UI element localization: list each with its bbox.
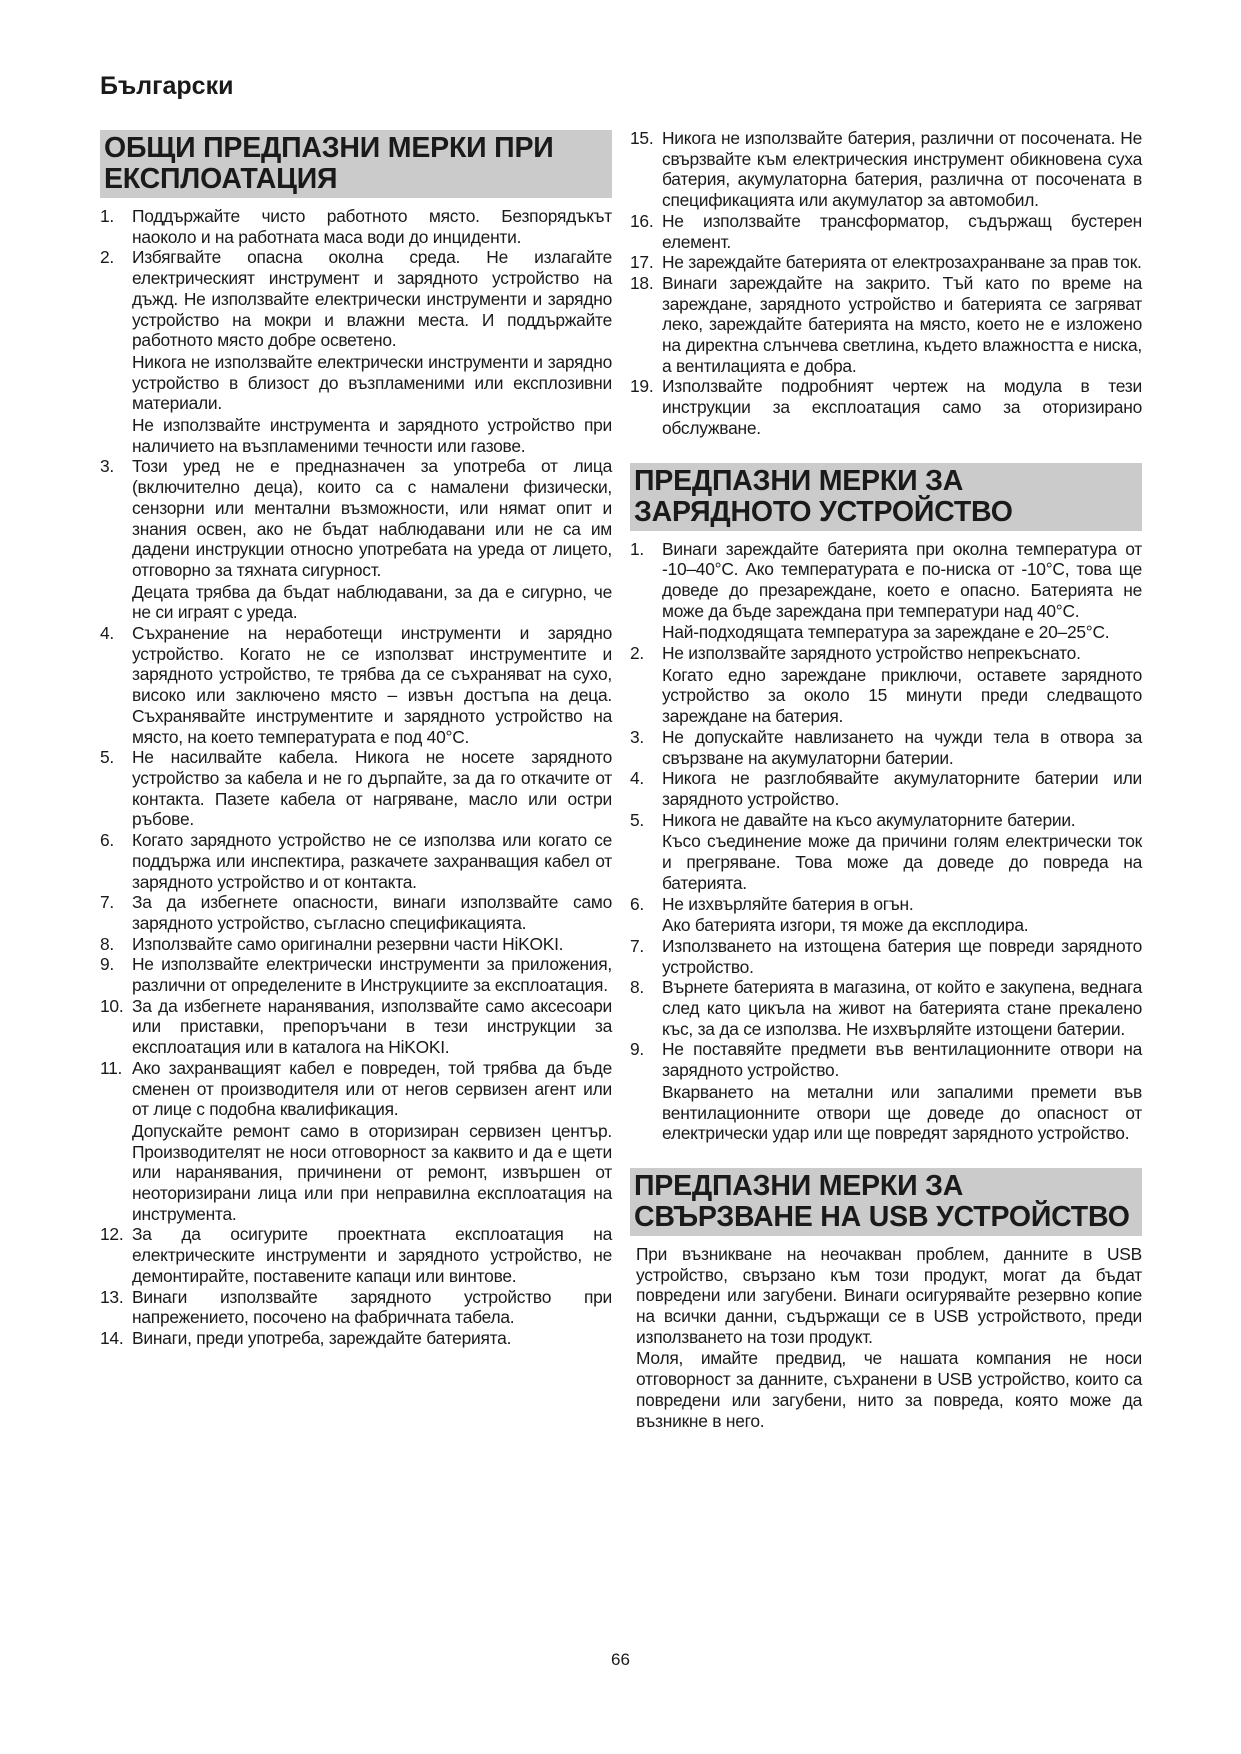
item-number: 18. — [630, 272, 654, 293]
item-body — [662, 211, 1142, 252]
item-body — [132, 747, 612, 830]
item-body — [662, 128, 1142, 211]
item-number: 1. — [100, 206, 115, 226]
item-body — [662, 936, 1142, 977]
section-heading-general — [100, 130, 612, 198]
item-body — [662, 643, 1142, 727]
item-paragraph: Съхранение на неработещи инструменти и зарядно устройство. Когато не се използват инструментите и зарядното устройство, те трябва да се съхраняват на сухо, високо или заключено място – извън достъпа на деца. Съхранявайте инструментите и зарядното устройство на място, на което температурата е под 40°C. — [132, 623, 612, 747]
item-body — [132, 206, 612, 247]
item-body — [132, 892, 612, 933]
page-number: 66 — [611, 1650, 630, 1669]
item-paragraph: Никога не използвайте електрически инструменти и зарядно устройство в близост до възпламеними или експлозивни материали. — [132, 351, 612, 414]
item-body — [132, 830, 612, 892]
list-item — [630, 211, 1142, 252]
item-number: 12. — [100, 1224, 124, 1245]
item-body — [132, 247, 612, 456]
item-number: 7. — [100, 892, 115, 913]
item-number: 3. — [100, 456, 115, 477]
heading-line: ЗАРЯДНОТО УСТРОЙСТВО — [634, 495, 1013, 528]
item-paragraph: Късо съединение може да причини голям електрически ток и прегряване. Това може да доведе до повреда на батерията. — [662, 831, 1142, 893]
item-paragraph: Не изхвърляйте батерия в огън. — [662, 893, 914, 914]
item-paragraph: Не използвайте електрически инструменти за приложения, различни от определените в Инструкциите за експлоатация. — [132, 954, 612, 996]
item-paragraph: Използвайте подробният чертеж на модула в тези инструкции за експлоатация само за оторизирано обслужване. — [662, 376, 1142, 438]
list-item — [630, 936, 1142, 977]
section-heading-usb — [630, 1168, 1142, 1236]
item-paragraph: Когато зарядното устройство не се използва или когато се поддържа или инспектира, разкачете захранващия кабел от зарядното устройство и от контакта. — [132, 830, 612, 892]
list-item — [100, 830, 612, 892]
item-number: 9. — [100, 954, 115, 975]
item-paragraph: Не използвайте зарядното устройство непрекъснато. — [662, 643, 1081, 664]
list-item — [630, 539, 1142, 644]
list-item — [630, 1039, 1142, 1144]
item-paragraph: Не използвайте инструмента и зарядното устройство при наличието на възпламеними течности или газове. — [132, 415, 612, 456]
list-item — [100, 1328, 612, 1349]
heading-line: ПРЕДПАЗНИ МЕРКИ ЗА — [634, 1169, 964, 1202]
list-item — [630, 768, 1142, 809]
list-item — [100, 954, 612, 995]
item-number: 2. — [630, 643, 645, 664]
item-number: 6. — [100, 830, 115, 851]
item-paragraph: Не зареждайте батерията от електрозахранване за прав ток. — [662, 252, 1142, 273]
item-number: 5. — [100, 747, 115, 768]
item-number: 17. — [630, 252, 654, 273]
item-body — [662, 539, 1142, 644]
usb-precautions-text — [630, 1244, 1142, 1431]
item-body — [132, 954, 612, 995]
item-paragraph: За да осигурите проектната експлоатация на електрическите инструменти и зарядното устройство, не демонтирайте, поставените капаци или винтове. — [132, 1224, 612, 1286]
list-item — [630, 128, 1142, 211]
item-paragraph: Винаги използвайте зарядното устройство при напрежението, посочено на фабричната табела. — [132, 1286, 612, 1328]
list-item — [100, 206, 612, 247]
item-number: 8. — [100, 933, 115, 954]
item-number: 5. — [630, 809, 645, 830]
item-number: 11. — [100, 1057, 123, 1078]
item-paragraph: Не поставяйте предмети във вентилационните отвори на зарядното устройство. — [662, 1039, 1142, 1081]
item-paragraph: За да избегнете опасности, винаги използвайте само зарядното устройство, съгласно спецификацията. — [132, 892, 612, 933]
paragraph: Моля, имайте предвид, че нашата компания не носи отговорност за данните, съхранени в USB устройство, които са повредени или загубени, нито за повреда, която може да възникне в него. — [636, 1348, 1142, 1431]
item-paragraph: Най-подходящата температура за зареждане е 20–25°C. — [662, 622, 1110, 643]
item-body — [662, 376, 1142, 438]
item-paragraph: Никога не давайте на късо акумулаторните батерии. — [662, 809, 1076, 830]
item-number: 8. — [630, 977, 645, 998]
right-column — [630, 128, 1142, 1432]
item-body — [662, 252, 1142, 273]
item-number: 9. — [630, 1039, 645, 1060]
left-column — [100, 130, 612, 1349]
item-number: 3. — [630, 726, 645, 747]
item-paragraph: Допускайте ремонт само в оторизиран сервизен център. Производителят не носи отговорност за каквито и да е щети или наранявания, причинени от ремонт, извършен от неоторизирани лица или при неправилна експлоатация на инструмента. — [132, 1120, 612, 1224]
item-body — [132, 1224, 612, 1286]
item-paragraph: Винаги зареждайте на закрито. Тъй като по време на зареждане, зарядното устройство и батерията се загряват леко, зареждайте батерията на място, което не е изложено на директна слънчева светлина, където влажността е ниска, а вентилацията е добра. — [662, 272, 1142, 376]
list-item — [630, 252, 1142, 273]
item-paragraph: Винаги, преди употреба, зареждайте батерията. — [132, 1327, 512, 1348]
general-precautions-list — [100, 206, 612, 1349]
item-paragraph: Не насилвайте кабела. Никога не носете зарядното устройство за кабела и не го дърпайте, за да го откачите от контакта. Пазете кабела от нагряване, масло или остри ръбове. — [132, 747, 612, 830]
item-number: 7. — [630, 935, 645, 956]
list-item — [630, 894, 1142, 936]
item-number: 1. — [630, 538, 645, 559]
list-item — [630, 727, 1142, 768]
section-heading-charger — [630, 463, 1142, 531]
item-paragraph: Избягвайте опасна околна среда. Не излагайте електрическият инструмент и зарядното устройство на дъжд. Не използвайте електрически инструменти и зарядно устройство на мокри и влажни места. И поддържайте работното място добре осветено. — [132, 247, 612, 351]
list-item — [100, 1224, 612, 1286]
list-item — [100, 996, 612, 1058]
list-item — [100, 892, 612, 933]
item-body — [132, 996, 612, 1058]
item-paragraph: Този уред не е предназначен за употреба от лица (включително деца), които са с намалени физически, сензорни или ментални възможности, или нямат опит и знания освен, ако не бъдат наблюдавани или не са им дадени инструкции относно употребата на уреда от лицето, отговорно за тяхната сигурност. — [132, 456, 612, 580]
item-number: 15. — [630, 128, 654, 148]
heading-line: ЕКСПЛОАТАЦИЯ — [104, 163, 338, 195]
item-paragraph: Не допускайте навлизането на чужди тела в отвора за свързване на акумулаторни батерии. — [662, 726, 1142, 768]
list-item — [100, 747, 612, 830]
item-paragraph: Не използвайте трансформатор, съдържащ бустерен елемент. — [662, 210, 1142, 252]
item-body — [132, 934, 612, 955]
item-body — [662, 727, 1142, 768]
item-paragraph: Използвайте само оригинални резервни части HiKOKI. — [132, 933, 564, 954]
charger-precautions-list — [630, 539, 1142, 1144]
list-item — [100, 1058, 612, 1225]
item-paragraph: Когато едно зареждане приключи, оставете зарядното устройство за около 15 минути преди следващото зареждане на батерия. — [662, 664, 1142, 727]
item-number: 13. — [100, 1286, 124, 1307]
item-paragraph: Винаги зареждайте батерията при околна температура от -10–40°C. Ако температурата е по-ниска от -10°C, това ще доведе до презареждане, което е опасно. Батерията не може да бъде зареждана при температури над 40°C. — [662, 538, 1142, 621]
item-body — [662, 894, 1142, 936]
heading-line: ПРЕДПАЗНИ МЕРКИ ЗА — [634, 464, 964, 497]
item-body — [132, 1058, 612, 1225]
item-body — [662, 1039, 1142, 1144]
list-item — [630, 273, 1142, 377]
item-body — [662, 977, 1142, 1039]
item-number: 4. — [100, 623, 115, 644]
item-paragraph: Никога не разглобявайте акумулаторните батерии или зарядното устройство. — [662, 768, 1142, 809]
heading-line: ОБЩИ ПРЕДПАЗНИ МЕРКИ ПРИ — [104, 132, 554, 164]
list-item — [630, 643, 1142, 727]
item-paragraph: Използването на изтощена батерия ще повреди зарядното устройство. — [662, 935, 1142, 977]
item-paragraph: Никога не използвайте батерия, различни от посочената. Не свързвайте към електрическия инструмент обикновена суха батерия, акумулаторна батерия, различна от посочената в спецификацията или акумулатор за автомобил. — [662, 128, 1142, 211]
list-item — [100, 623, 612, 747]
list-item — [630, 977, 1142, 1039]
item-body — [132, 623, 612, 747]
list-item — [100, 1287, 612, 1328]
item-number: 19. — [630, 376, 654, 397]
item-body — [662, 810, 1142, 894]
item-paragraph: Ако захранващият кабел е повреден, той трябва да бъде сменен от производителя или от негов сервизен агент или от лице с подобна квалификация. — [132, 1057, 612, 1120]
list-item — [100, 247, 612, 456]
item-number: 16. — [630, 210, 654, 231]
item-paragraph: Вкарването на метални или запалими премети във вентилационните отвори ще доведе до опасност от електрически удар или ще повредят зарядното устройство. — [662, 1081, 1142, 1144]
item-number: 10. — [100, 995, 124, 1016]
item-paragraph: За да избегнете наранявания, използвайте само аксесоари или приставки, препоръчани в тези инструкции за експлоатация или в каталога на HiKOKI. — [132, 995, 612, 1058]
item-body — [662, 273, 1142, 377]
item-body — [132, 1287, 612, 1328]
item-paragraph: Децата трябва да бъдат наблюдавани, за да е сигурно, че не си играят с уреда. — [132, 581, 612, 623]
item-number: 2. — [100, 247, 115, 268]
item-number: 6. — [630, 893, 645, 914]
list-item — [100, 456, 612, 623]
page-title: Български — [100, 72, 234, 100]
list-item — [630, 376, 1142, 438]
item-body — [662, 768, 1142, 809]
item-paragraph: Ако батерията изгори, тя може да експлодира. — [662, 915, 1029, 936]
item-body — [132, 1328, 612, 1349]
list-item — [100, 934, 612, 955]
item-paragraph: Поддържайте чисто работното място. Безпорядъкът наоколо и на работната маса води до инциденти. — [132, 206, 612, 247]
item-paragraph: Върнете батерията в магазина, от който е закупена, веднага след като цикъла на живот на батерията стане прекалено къс, за да се използва. Не изхвърляйте изтощени батерии. — [662, 977, 1142, 1039]
list-item — [630, 810, 1142, 894]
item-body — [132, 456, 612, 623]
heading-line: СВЪРЗВАНЕ НА USB УСТРОЙСТВО — [634, 1200, 1130, 1233]
paragraph: При възникване на неочакван проблем, данните в USB устройство, свързано към този продукт, могат да бъдат повредени или загубени. Винаги осигурявайте резервно копие на всички данни, съдържащи се в USB устройството, преди използването на този продукт. — [636, 1243, 1142, 1347]
item-number: 4. — [630, 768, 645, 789]
general-precautions-list-continued — [630, 128, 1142, 439]
item-number: 14. — [100, 1327, 124, 1348]
